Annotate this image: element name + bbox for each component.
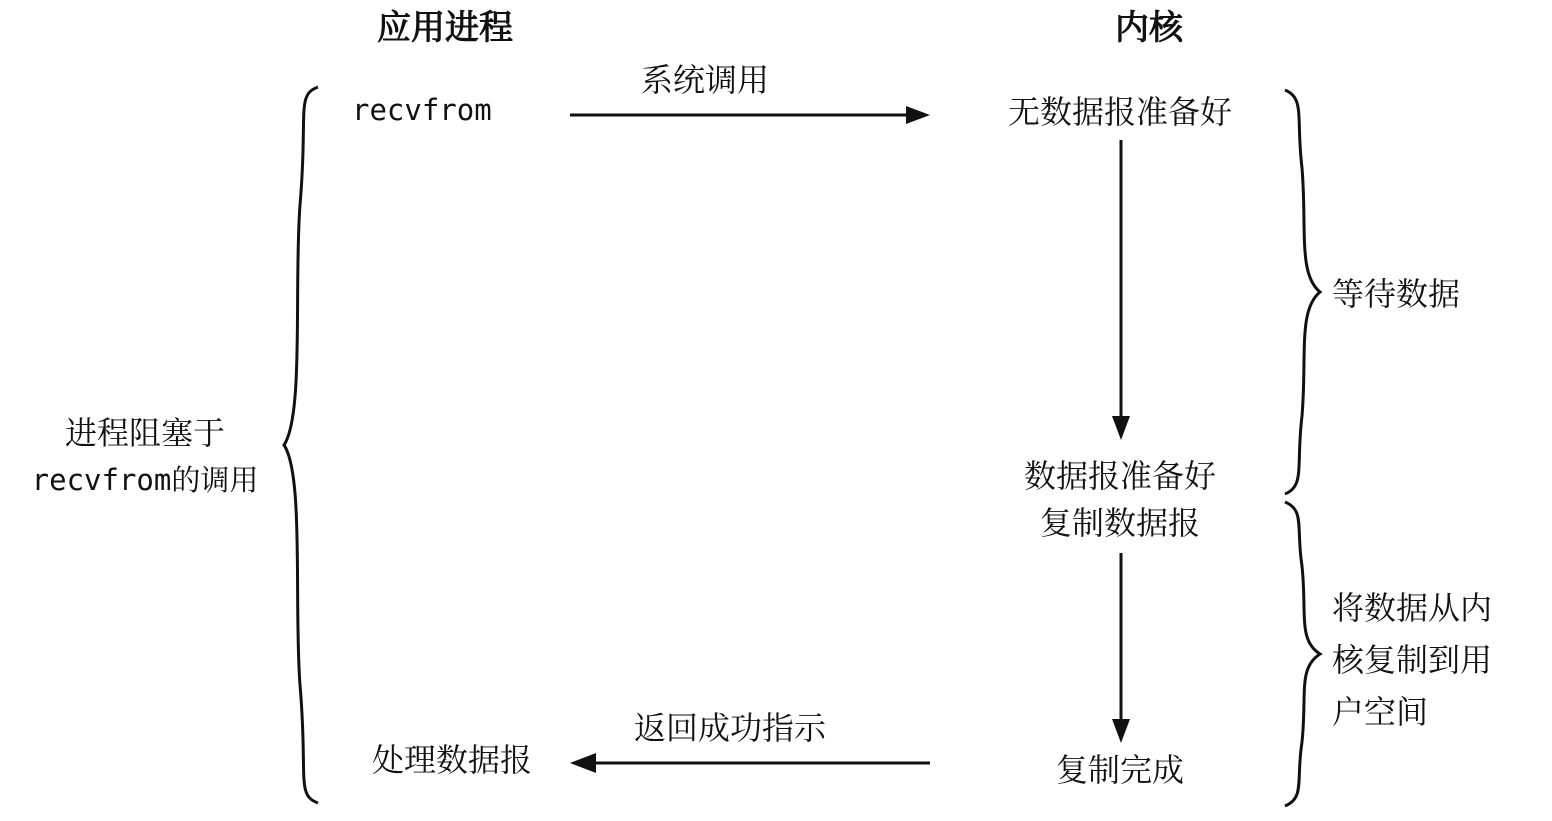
- wait-data-label: 等待数据: [1332, 276, 1461, 312]
- process-blocked-brace: [278, 85, 328, 805]
- kernel-step-datagram-ready: 数据报准备好: [1023, 458, 1216, 494]
- return-arrow: [570, 748, 930, 778]
- kernel-step-copy-complete: 复制完成: [1055, 752, 1184, 788]
- process-blocked-label-line2: [10, 462, 280, 498]
- header-application-process: 应用进程: [377, 10, 513, 47]
- syscall-arrow-label: 系统调用: [641, 62, 770, 98]
- kernel-wait-arrow: [1106, 140, 1136, 440]
- return-arrow-label: 返回成功指示: [634, 710, 827, 746]
- copy-data-label-line1: 将数据从内: [1332, 590, 1493, 626]
- copy-data-label-line2: 核复制到用: [1332, 642, 1493, 678]
- recvfrom-call-label: recvfrom: [352, 93, 492, 127]
- process-blocked-label-line2-text: recvfrom的调用: [31, 463, 259, 497]
- process-blocked-label-line1: 进程阻塞于: [64, 415, 225, 451]
- kernel-step-no-datagram: 无数据报准备好: [1007, 94, 1232, 130]
- syscall-arrow: [570, 100, 930, 130]
- process-datagram-label: 处理数据报: [372, 742, 533, 778]
- wait-data-brace: [1280, 88, 1325, 496]
- diagram-canvas: 应用进程 内核 进程阻塞于 recvfrom的调用 recvfrom 系统调用 无数据报准备好 数据报准备好 复制数据报 复制完成 等待数据 将数据从内 核复制到用 户空间 返回成功指示 处理数据报: [0, 0, 1552, 821]
- kernel-copy-arrow: [1106, 553, 1136, 743]
- copy-data-brace: [1280, 500, 1325, 808]
- kernel-step-copy-datagram: 复制数据报: [1039, 505, 1200, 541]
- copy-data-label-line3: 户空间: [1332, 694, 1429, 730]
